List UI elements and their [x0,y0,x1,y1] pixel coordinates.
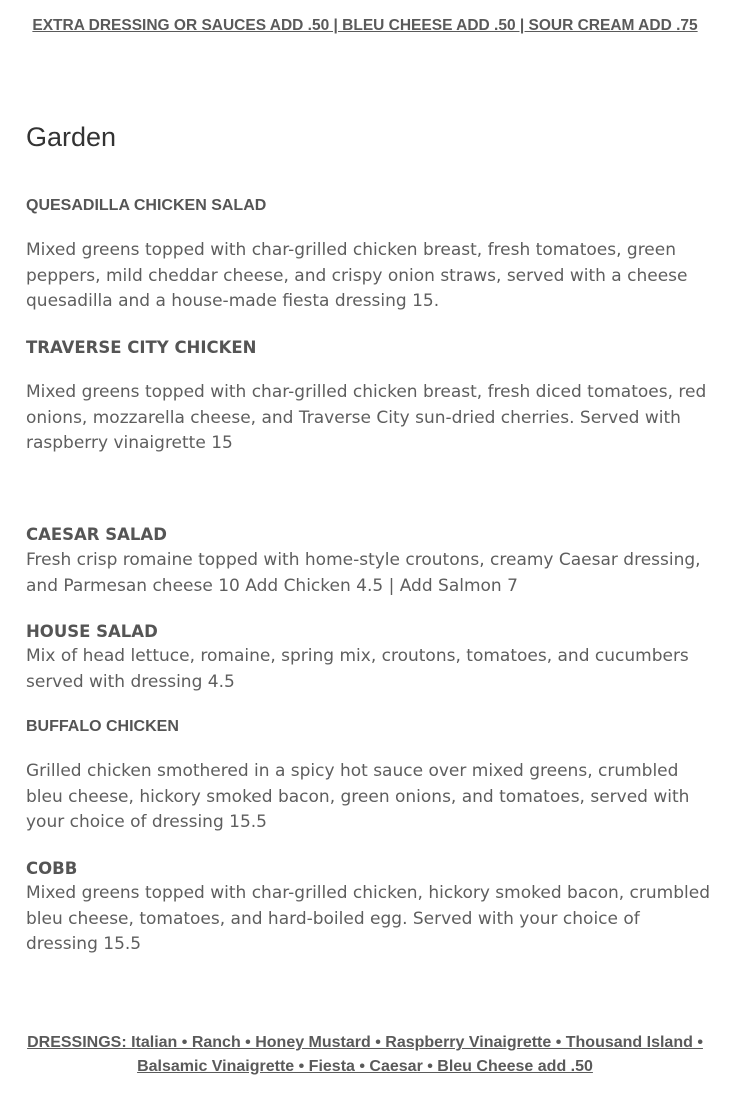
menu-item-name: HOUSE SALAD [26,622,158,641]
section-title: Garden [26,122,117,152]
menu-item-name: TRAVERSE CITY CHICKEN [26,338,257,357]
menu-item-name: COBB [26,859,78,878]
menu-item-name: BUFFALO CHICKEN [26,718,179,735]
menu-item-description: Mix of head lettuce, romaine, spring mix, croutons, tomatoes, and cucumbers served with dressing 4.5 [26,646,689,692]
menu-item-description: Grilled chicken smothered in a spicy hot sauce over mixed greens, crumbled bleu cheese, hickory smoked bacon, green onions, and tomatoes, served with your choice of dressing 15.5 [26,761,690,832]
menu-item-name: CAESAR SALAD [26,525,167,544]
dressings-list: DRESSINGS: Italian • Ranch • Honey Mustard • Raspberry Vinaigrette • Thousand Island • Balsamic Vinaigrette • Fiesta • Caesar • Bleu Cheese add .50 [27,1034,703,1075]
menu-item-description: Fresh crisp romaine topped with home-style croutons, creamy Caesar dressing, and Parmesan cheese 10 Add Chicken 4.5 | Add Salmon 7 [26,550,701,596]
menu-item-description: Mixed greens topped with char-grilled chicken breast, fresh tomatoes, green peppers, mild cheddar cheese, and crispy onion straws, served with a cheese quesadilla and a house-made fiesta dressing 15. [26,240,688,311]
extras-notice: EXTRA DRESSING OR SAUCES ADD .50 | BLEU CHEESE ADD .50 | SOUR CREAM ADD .75 [32,17,698,34]
menu-item-description: Mixed greens topped with char-grilled chicken, hickory smoked bacon, crumbled bleu cheese, tomatoes, and hard-boiled egg. Served with your choice of dressing 15.5 [26,883,710,954]
menu-item-description: Mixed greens topped with char-grilled chicken breast, fresh diced tomatoes, red onions, mozzarella cheese, and Traverse City sun-dried cherries. Served with raspberry vinaigrette 15 [26,382,707,453]
menu-item-name: QUESADILLA CHICKEN SALAD [26,197,267,214]
